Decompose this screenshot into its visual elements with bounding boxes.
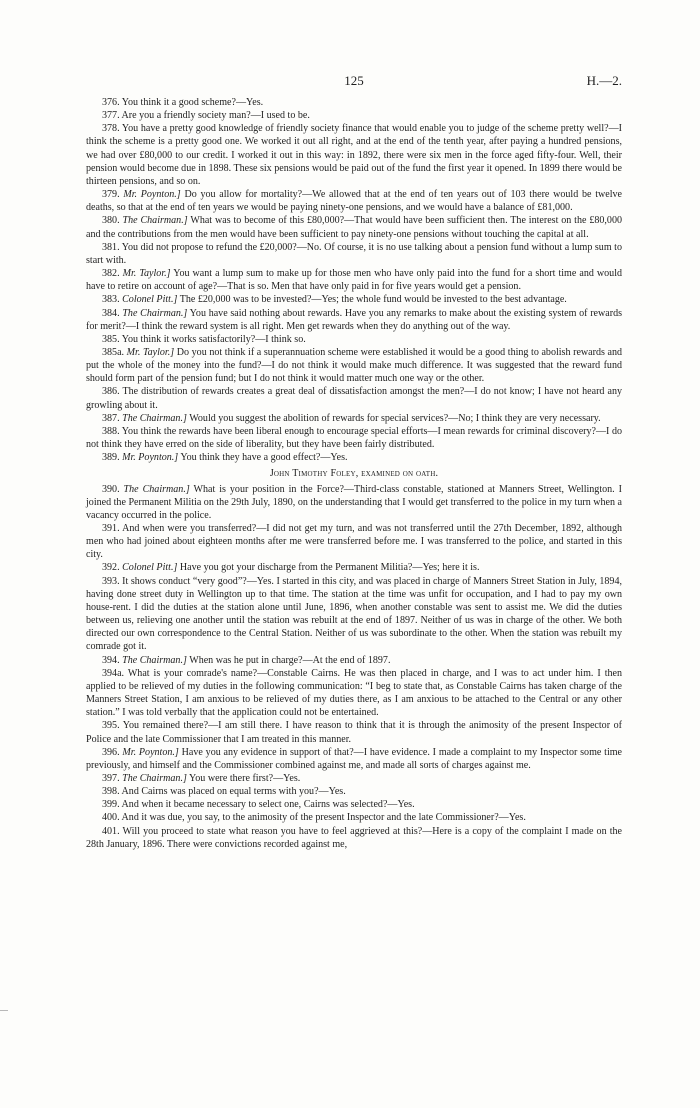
question-number: 392. [102, 562, 120, 574]
question-paragraph [86, 483, 622, 522]
question-text: You have said nothing about rewards. Have you any remarks to make about the existing system of rewards for merit?—I think the reward system is all right. Men get rewards when they do anything out of the way. [86, 307, 623, 332]
question-number: 390. [102, 483, 120, 495]
question-paragraph: 395. You remained there?—I am still there. I have reason to think that it is through the animosity of the present Inspector of Police and the late Commissioner that I am treated in this manner. [86, 720, 622, 745]
question-number: 382. [102, 268, 120, 280]
speaker-name: Mr. Poynton.] [122, 746, 179, 758]
question-text: Do you allow for mortality?—We allowed that at the end of ten years out of 103 there would be twelve deaths, so that at the end of ten years we would be paying ninety-one pensions, and we would have a balance of £81,000. [86, 189, 623, 214]
question-number: 396. [102, 746, 120, 758]
speaker-name: The Chairman.] [122, 215, 188, 227]
question-text: What was to become of this £80,000?—That would have been sufficient then. The interest on the £80,000 and the contributions from the men would have been sufficient to pay ninety-one pensions without touching the capital at all. [86, 215, 622, 240]
question-paragraph [86, 307, 622, 333]
question-paragraph: 376. You think it a good scheme?—Yes. [102, 97, 264, 108]
speaker-name: The Chairman.] [122, 654, 187, 666]
question-paragraph: 393. It shows conduct “very good”?—Yes. I started in this city, and was placed in charge of Manners Street Station in July, 1894, having done street duty in Wellington up to that time. The station at the time was unfit for occupation, and I had to pay my own house-rent. I did the duties at the station alone until June, 1896, when another constable was sent to assist me. We did the duties between us, relieving one another until the station was rebuilt at the end of 1897. Neither of us was in charge of the other. We both directed our own correspondence to the Central Station. Neither of us was subordinate to the other. When the station was rebuilt my comrade got it. [86, 575, 622, 653]
question-paragraph [86, 214, 622, 240]
question-paragraph: 388. You think the rewards have been liberal enough to encourage special efforts—I mean rewards for criminal discovery?—I do not think they have erred on the side of liberality, but they have been fairly distributed. [86, 425, 622, 451]
speaker-name: Mr. Poynton.] [123, 189, 181, 201]
question-paragraph: 394a. What is your comrade's name?—Constable Cairns. He was then placed in charge, and I was to act under him. I then applied to be relieved of my duties in the following communication: “I beg to state that, as Constable Cairns has taken charge of the Manners Street Station, I am anxious to be relieved of my duties there, as I am anxious to be attached to the Central or any other station.” I was told verbally that the application could not be entertained. [86, 667, 622, 719]
question-paragraph [86, 772, 622, 785]
speaker-name: Colonel Pitt.] [122, 562, 178, 574]
question-number: 385a. [102, 346, 125, 358]
question-number: 387. [102, 412, 120, 424]
speaker-name: Mr. Taylor.] [126, 346, 175, 358]
question-text: Have you any evidence in support of that?—I have evidence. I made a complaint to my Inspector some time previously, and himself and the Commissioner combined against me, and made all sorts of charges against me. [86, 746, 623, 771]
question-number: 383. [102, 294, 120, 306]
question-text: When was he put in charge?—At the end of 1897. [189, 654, 391, 666]
question-paragraph [86, 746, 622, 772]
question-paragraph [86, 451, 622, 464]
question-paragraph [86, 654, 622, 667]
question-text: Have you got your discharge from the Permanent Militia?—Yes; here it is. [179, 562, 480, 574]
document-page [86, 74, 622, 851]
speaker-name: Mr. Taylor.] [122, 268, 171, 280]
question-paragraph [86, 346, 622, 385]
question-paragraph: 399. And when it became necessary to select one, Cairns was selected?—Yes. [102, 799, 415, 811]
question-paragraph: 378. You have a pretty good knowledge of friendly society finance that would enable you to judge of the scheme pretty well?—I think the scheme is a pretty good one. We worked it out all right, and at the end of the tenth year, after paying a hundred pensions, we had over £80,000 to our credit. I worked it out in this way: in 1892, there were six men in the force aged fifty-four. Well, their pension would become due in 1898. These six pensions would be paid out of the fund the first year it opened. In 1899 there would be thirteen pensions, and so on. [86, 123, 622, 187]
question-paragraph: 385. You think it works satisfactorily?—I think so. [102, 333, 306, 345]
question-paragraph [86, 412, 622, 425]
margin-mark [0, 1010, 8, 1011]
question-text: Do you not think if a superannuation scheme were established it would be a good thing to abolish rewards and put the whole of the money into the fund?—I do not think it would make much difference. It was suggested that the reward fund should form part of the pension fund; but I do not think it would matter much one way or the other. [86, 346, 623, 385]
question-number: 389. [102, 452, 120, 464]
question-paragraph: 401. Will you proceed to state what reason you have to feel aggrieved at this?—Here is a copy of the complaint I made on the 28th January, 1896. There were convictions recorded against me, [86, 825, 622, 850]
question-text: You were there first?—Yes. [189, 772, 301, 784]
question-number: 380. [102, 215, 120, 227]
question-paragraph: 386. The distribution of rewards creates a great deal of dissatisfaction amongst the men?—I do not know; I have not heard any growling about it. [86, 386, 622, 411]
question-paragraph: 391. And when were you transferred?—I did not get my turn, and was not transferred until the 27th December, 1892, although men who had joined about eighteen months after me were transferred before me. I was transferred to the police, and started in this city. [86, 523, 622, 561]
question-text: What is your position in the Force?—Third-class constable, stationed at Manners Street, Wellington. I joined the Permanent Militia on the 29th July, 1890, on the understanding that I would get transferred to the police in my turn when a vacancy occurred in the police. [86, 483, 622, 521]
speaker-name: The Chairman.] [122, 412, 187, 424]
question-number: 379. [102, 189, 120, 201]
speaker-name: Mr. Poynton.] [122, 452, 179, 464]
question-number: 384. [102, 307, 120, 319]
page-header [86, 74, 622, 96]
question-paragraph: 400. And it was due, you say, to the animosity of the present Inspector and the late Commissioner?—Yes. [102, 812, 526, 824]
document-reference: H.—2. [586, 73, 622, 88]
speaker-name: The Chairman.] [122, 772, 187, 784]
page-number: 125 [344, 73, 364, 88]
question-paragraph: 381. You did not propose to refund the £20,000?—No. Of course, it is no use talking about a pension fund without a lump sum to start with. [86, 241, 622, 266]
question-paragraph: 398. And Cairns was placed on equal terms with you?—Yes. [102, 786, 346, 798]
question-number: 394. [102, 654, 120, 666]
evidence-body [86, 96, 622, 851]
question-number: 397. [102, 772, 120, 784]
question-paragraph: 377. Are you a friendly society man?—I used to be. [102, 110, 310, 122]
question-paragraph [86, 188, 622, 214]
question-text: Would you suggest the abolition of rewards for special services?—No; I think they are very necessary. [189, 412, 601, 424]
speaker-name: The Chairman.] [122, 307, 188, 319]
speaker-name: Colonel Pitt.] [122, 294, 178, 306]
question-paragraph [86, 293, 622, 306]
speaker-name: The Chairman.] [123, 483, 190, 495]
question-text: You want a lump sum to make up for those men who have only paid into the fund for a short time and would have to retire on account of age?—That is so. Men that have only paid in for five years would get a pension. [86, 268, 623, 293]
witness-heading: John Timothy Foley, examined on oath. [269, 468, 439, 480]
question-text: The £20,000 was to be invested?—Yes; the whole fund would be invested to the best advantage. [179, 294, 567, 306]
question-paragraph [86, 561, 622, 574]
question-paragraph [86, 267, 622, 293]
question-text: You think they have a good effect?—Yes. [180, 452, 348, 464]
